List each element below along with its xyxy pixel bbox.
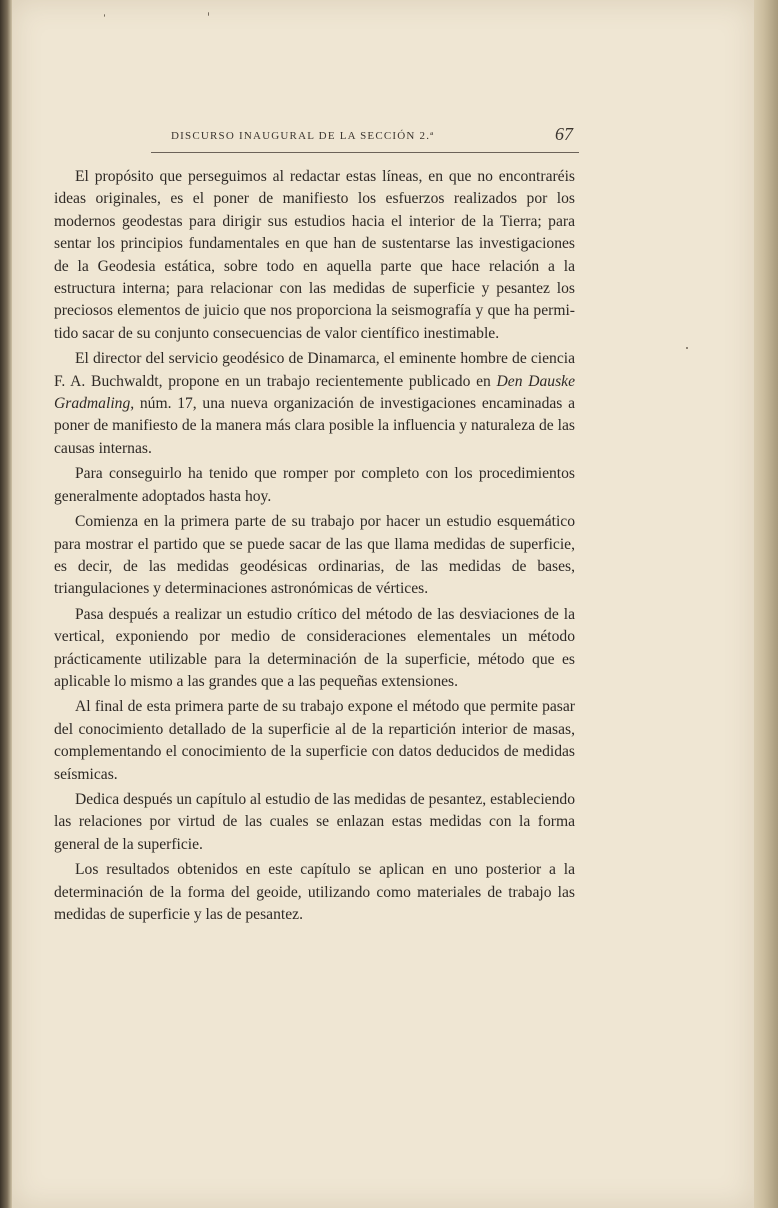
- book-gutter: [0, 0, 12, 1208]
- paragraph: Al final de esta primera parte de su trabajo expone el método que permite pasar del conocimiento detallado de la superficie al de la repartición interior de masas, complementando el conocimiento de la superficie con datos deducidos de medidas seísmicas.: [54, 698, 575, 783]
- paper-speck: [208, 12, 209, 16]
- paragraph-text: , núm. 17, una nueva organización de investigaciones encaminadas a poner de manifiesto de la manera más clara posible la influencia y naturaleza de las causas internas.: [54, 395, 575, 457]
- paragraph: Dedica después un capítulo al estudio de las medidas de pesantez, estableciendo las relaciones por virtud de las cuales se enlazan estas medidas con la forma general de la superficie.: [54, 790, 575, 853]
- paragraph: [54, 348, 575, 460]
- paragraph: Para conseguirlo ha tenido que romper por completo con los procedimientos generalmente adoptados hasta hoy.: [54, 465, 575, 505]
- paragraph: Los resultados obtenidos en este capítulo se aplican en uno posterior a la determinación de la forma del geoide, utilizando como materiales de trabajo las medidas de superficie y las de pesantez.: [54, 861, 575, 923]
- paragraph-text: El director del servicio geodésico de Dinamarca, el eminente hombre de ciencia F. A. Buchwaldt, propone en un trabajo recientemente publicado en: [54, 350, 575, 390]
- publication-title: Den Dauske Gradmaling: [54, 372, 575, 413]
- paragraph: Comienza en la primera parte de su trabajo por hacer un estudio esquemático para mostrar el partido que se puede sacar de las que llama medidas de superficie, es decir, de las medidas geodésicas ordinarias, de las medidas de bases, triangulaciones y determinaciones astronómicas de vértices.: [54, 513, 575, 598]
- page-header: [151, 124, 579, 153]
- page-number: 67: [555, 124, 573, 144]
- paper-speck: [104, 14, 105, 17]
- body-text: [54, 166, 575, 929]
- paragraph: Pasa después a realizar un estudio crítico del método de las desviaciones de la vertical, exponiendo por medio de consideraciones elementales un método prácticamente utilizable para la determinación de la superficie, método que es aplicable lo mismo a las grandes que a las pequeñas extensiones.: [54, 605, 575, 690]
- running-head: DISCURSO INAUGURAL DE LA SECCIÓN 2.ª: [171, 130, 435, 142]
- page-edge: [754, 0, 778, 1208]
- paragraph: El propósito que perseguimos al redactar estas líneas, en que no encontraréis ideas originales, es el poner de manifiesto los esfuerzos realizados por los modernos geodestas para dirigir sus estudios hacia el interior de la Tierra; para sentar los principios fundamentales en que han de sustentarse las investigaciones de la Geodesia estática, sobre todo en aquella parte que hace relación a la estructura interna; para relacionar con las medidas de superficie y pesantez los preciosos elementos de juicio que nos proporciona la seismografía y que ha permitido sacar de su conjunto consecuencias de valor científico inestimable.: [54, 168, 575, 342]
- paper-speck: [686, 347, 688, 349]
